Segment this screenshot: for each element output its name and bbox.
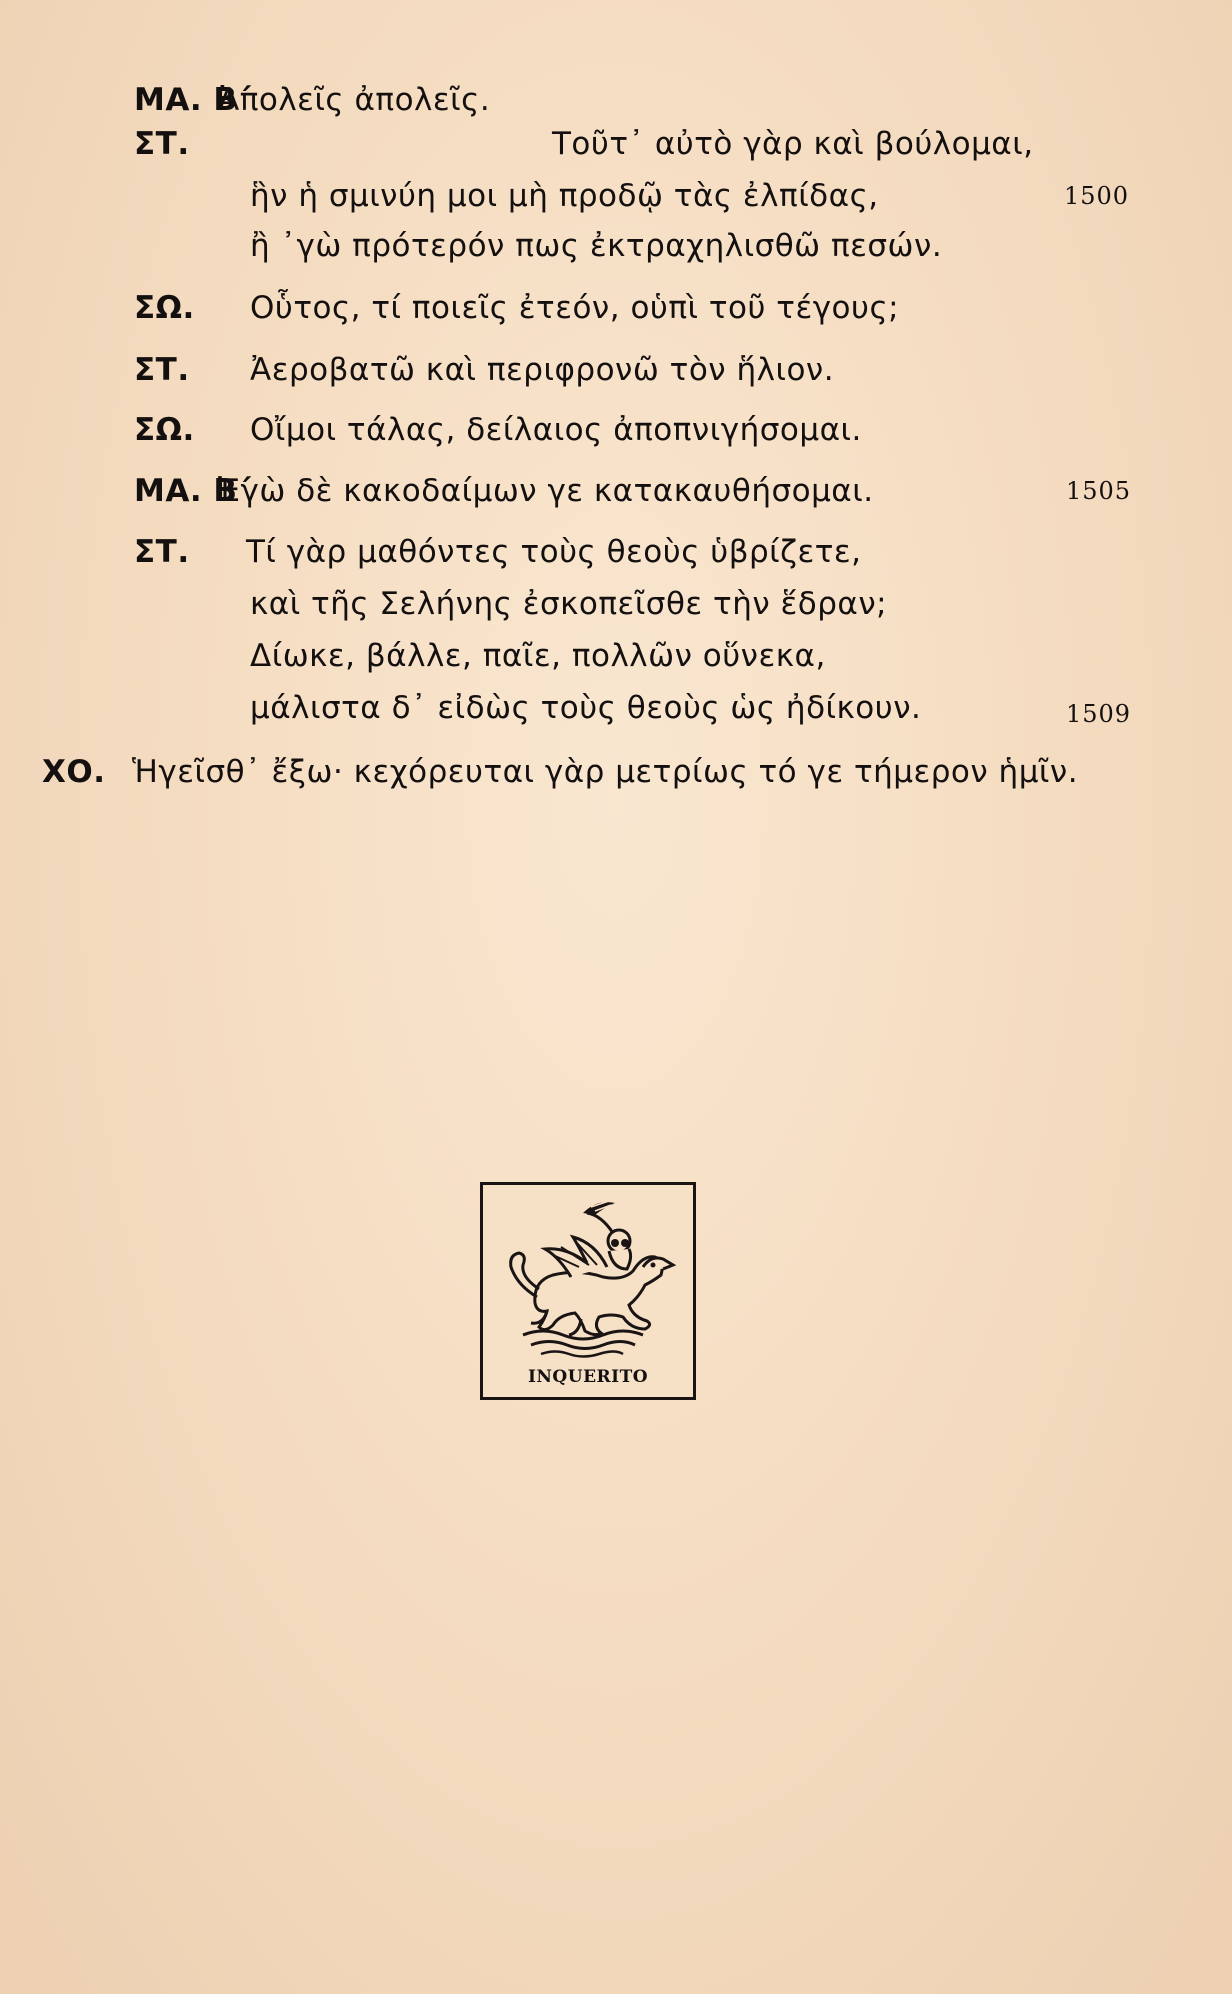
emblem-label: INQUERITO bbox=[527, 1367, 649, 1387]
speaker-label: ΣΤ. bbox=[134, 126, 190, 162]
verse-line: Ἐγὼ δὲ κακοδαίμων γε κατακαυθήσομαι. bbox=[218, 473, 874, 509]
verse-line: Δίωκε, βάλλε, παῖε, πολλῶν οὕνεκα, bbox=[250, 638, 826, 674]
line-number: 1500 bbox=[1064, 182, 1130, 210]
verse-line: Οὗτος, τί ποιεῖς ἐτεόν, οὑπὶ τοῦ τέγους; bbox=[250, 290, 900, 326]
verse-line: μάλιστα δ᾽ εἰδὼς τοὺς θεοὺς ὡς ἠδίκουν. bbox=[250, 690, 922, 726]
publisher-emblem bbox=[480, 1182, 696, 1400]
speaker-label: ΣΩ. bbox=[134, 290, 195, 326]
line-number: 1509 bbox=[1066, 700, 1132, 728]
verse-line: Τί γὰρ μαθόντες τοὺς θεοὺς ὑβρίζετε, bbox=[246, 534, 862, 570]
verse-line: Τοῦτ᾽ αὐτὸ γὰρ καὶ βούλομαι, bbox=[552, 126, 1034, 162]
speaker-label: ΜΑ. Β΄ bbox=[134, 473, 252, 509]
verse-line: ἢ ᾽γὼ πρότερόν πως ἐκτραχηλισθῶ πεσών. bbox=[250, 228, 943, 264]
line-number: 1505 bbox=[1066, 477, 1132, 505]
verse-line: Ἀεροβατῶ καὶ περιφρονῶ τὸν ἥλιον. bbox=[250, 352, 835, 388]
speaker-label: ΣΩ. bbox=[134, 412, 195, 448]
verse-line: ἣν ἡ σμινύη μοι μὴ προδῷ τὰς ἐλπίδας, bbox=[250, 178, 879, 214]
verse-line: Οἴμοι τάλας, δείλαιος ἀποπνιγήσομαι. bbox=[250, 412, 862, 448]
verse-line: Ἡγεῖσθ᾽ ἔξω· κεχόρευται γὰρ μετρίως τό γε τήμερον ἡμῖν. bbox=[132, 754, 1079, 790]
speaker-label: ΣΤ. bbox=[134, 534, 190, 570]
griffin-cherub-emblem-icon bbox=[483, 1185, 693, 1365]
verse-line: Ἀπολεῖς ἀπολεῖς. bbox=[218, 82, 491, 118]
verse-line: καὶ τῆς Σελήνης ἐσκοπεῖσθε τὴν ἕδραν; bbox=[250, 586, 888, 622]
speaker-label: ΧΟ. bbox=[42, 754, 106, 790]
speaker-label: ΜΑ. Β΄ bbox=[134, 82, 252, 118]
speaker-label: ΣΤ. bbox=[134, 352, 190, 388]
